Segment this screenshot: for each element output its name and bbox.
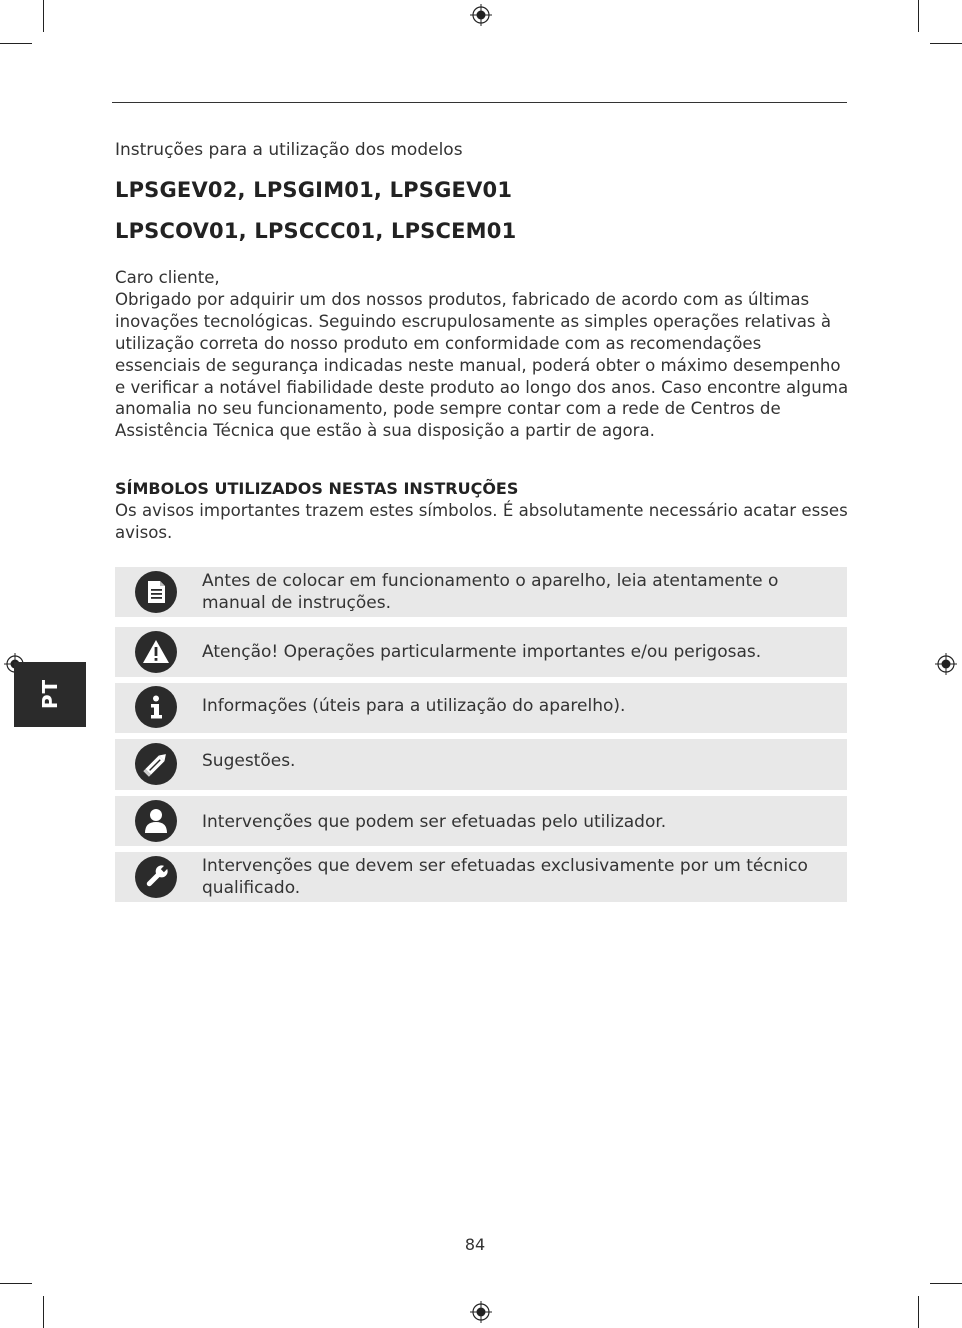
- crop-mark-top-right-horizontal: [930, 43, 962, 44]
- symbol-text: Informações (úteis para a utilização do aparelho).: [202, 696, 626, 716]
- registration-mark-icon: [935, 653, 957, 675]
- symbol-row-suggestions: [115, 739, 847, 790]
- wrench-icon: [135, 856, 177, 898]
- crop-mark-top-left-horizontal: [0, 43, 32, 44]
- page-number: 84: [464, 1235, 486, 1254]
- symbol-text: Intervenções que devem ser efetuadas exclusivamente por um técnico qualificado.: [202, 856, 808, 898]
- symbol-row-info: [115, 683, 847, 733]
- language-tab-label: PT: [38, 678, 62, 710]
- letter-greeting: Caro cliente,: [115, 268, 220, 287]
- symbol-text: Sugestões.: [202, 751, 296, 771]
- symbols-section: [115, 478, 850, 544]
- crop-mark-bottom-left-horizontal: [0, 1283, 32, 1284]
- model-list-line-1: LPSGEV02, LPSGIM01, LPSGEV01: [115, 178, 513, 202]
- info-icon: [135, 686, 177, 728]
- crop-mark-top-right-vertical: [918, 0, 919, 32]
- registration-mark-icon: [470, 1301, 492, 1323]
- intro-text: Instruções para a utilização dos modelos: [115, 140, 463, 160]
- symbol-text: Antes de colocar em funcionamento o aparelho, leia atentamente o manual de instruções.: [202, 571, 779, 613]
- crop-mark-bottom-right-vertical: [918, 1296, 919, 1328]
- symbol-text: Intervenções que podem ser efetuadas pelo utilizador.: [202, 812, 667, 832]
- symbol-row-warning: [115, 627, 847, 677]
- crop-mark-bottom-right-horizontal: [930, 1283, 962, 1284]
- symbol-row-document: [115, 567, 847, 617]
- symbol-row-technician: [115, 852, 847, 902]
- header-divider: [112, 102, 847, 103]
- user-icon: [135, 800, 177, 842]
- document-icon: [135, 571, 177, 613]
- symbols-title: SÍMBOLOS UTILIZADOS NESTAS INSTRUÇÕES: [115, 479, 519, 498]
- crop-mark-bottom-left-vertical: [43, 1296, 44, 1328]
- symbols-description: Os avisos importantes trazem estes símbolos. É absolutamente necessário acatar esses avisos.: [115, 500, 848, 542]
- pencil-icon: [135, 743, 177, 785]
- language-tab: [14, 662, 86, 727]
- customer-letter: [115, 267, 850, 442]
- symbol-row-user: [115, 796, 847, 846]
- registration-mark-icon: [470, 4, 492, 26]
- symbol-text: Atenção! Operações particularmente importantes e/ou perigosas.: [202, 642, 762, 662]
- letter-body: Obrigado por adquirir um dos nossos produtos, fabricado de acordo com as últimas inovações tecnológicas. Seguindo escrupulosamente as simples operações relativas à utilização correta do nosso produto em conformidade com as recomendações essenciais de segurança indicadas neste manual, poderá obter o máximo desempenho e verificar a notável fiabilidade deste produto ao longo dos anos. Caso encontre alguma anomalia no seu funcionamento, pode sempre contar com a rede de Centros de Assistência Técnica que estão à sua disposição a partir de agora.: [115, 289, 849, 441]
- crop-mark-top-left-vertical: [43, 0, 44, 32]
- model-list-line-2: LPSCOV01, LPSCCC01, LPSCEM01: [115, 219, 517, 243]
- warning-icon: [135, 631, 177, 673]
